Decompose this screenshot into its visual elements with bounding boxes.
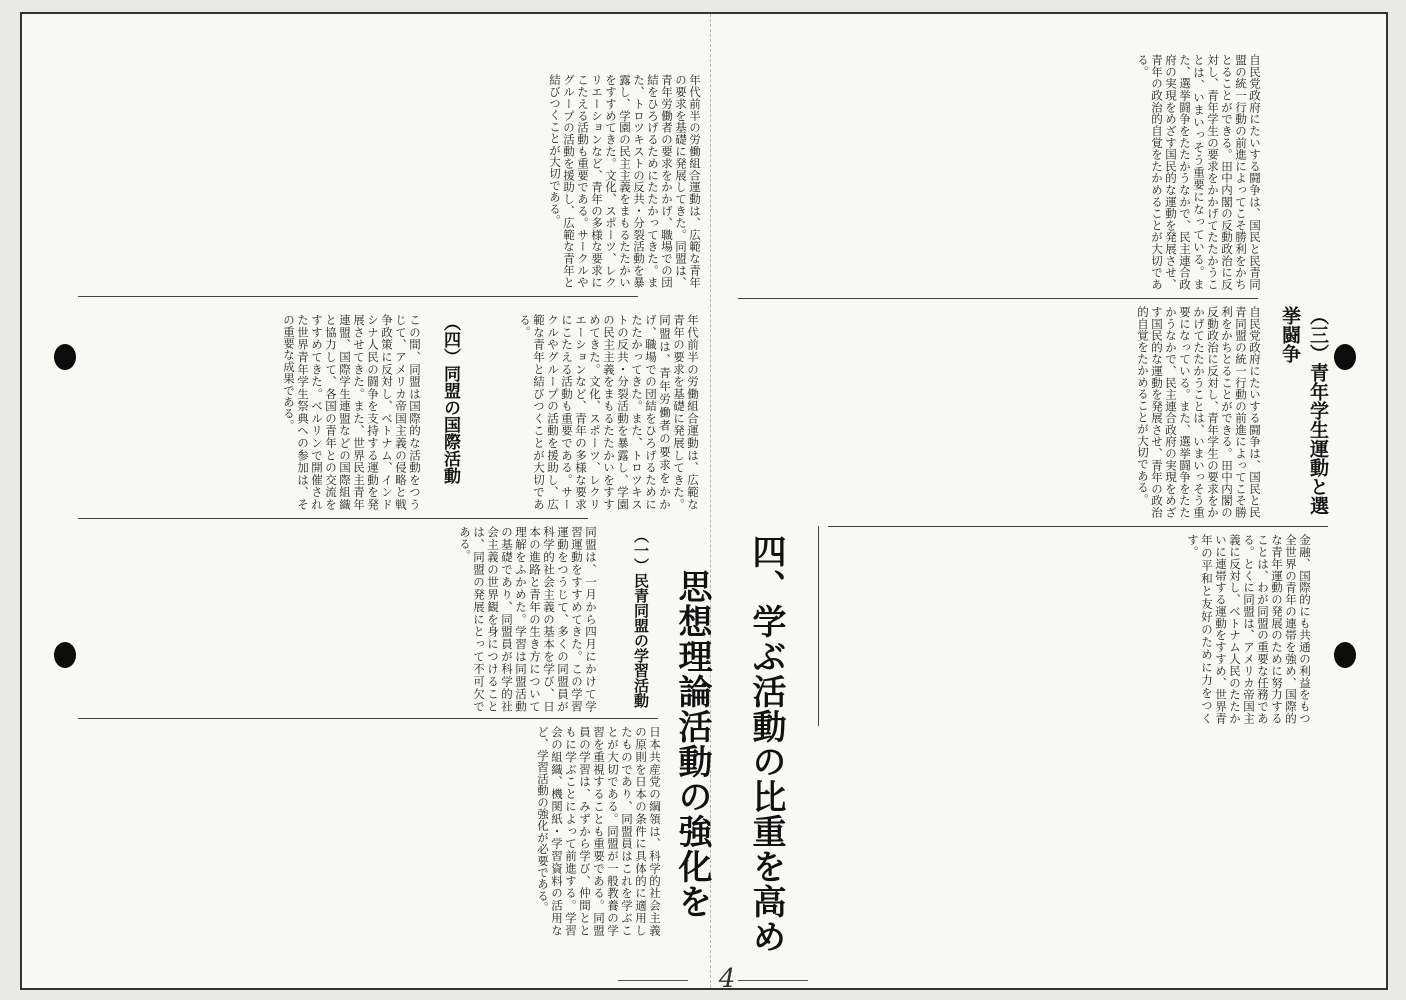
left-upper-text: 年代前半の労働組合運動は、広範な青年の要求を基礎に発展してきた。同盟は、青年労働者の要求をかかげ、職場での団結をひろげるためにたたかってきた。また、トロツキストの反共・分裂活動を暴露し、学園の民主主義をまもるたたかいをすすめてきた。文化、スポーツ、レクリエーションなど、青年の多様な要求にこたえる活動も重要である。サークルやグループの活動を援助し、広範な青年と結びつくことが大切である。	[548, 74, 702, 288]
document-sheet	[20, 12, 1388, 990]
section3-text: 自民党政府にたいする闘争は、国民と民青同盟の統一行動の前進によってこそ勝利をかちとることができる。田中内閣の反動政治に反対し、青年学生の要求をかかげてたたかうことは、いまいっそう重要になっている。また、選挙闘争をたたかうなかで、民主連合政府の実現をめざす国民的な運動を発展させ、青年の政治的自覚をたかめることが大切である。	[1136, 306, 1262, 518]
title-right-rule	[818, 526, 819, 726]
sub1-text: 同盟は、一月から四月にかけて学習運動をすすめてきた。この学習運動をつうじて、多くの同盟員が科学的社会主義の基本を学び、日本の進路と青年の生き方について理解をふかめた。学習は同盟活動の基礎であり、同盟員が科学的社会主義の世界観を身につけることは、同盟の発展にとって不可欠である。	[458, 526, 598, 712]
main-title-line1: 四、学ぶ活動の比重を高め	[746, 534, 786, 954]
left-middle-text: 年代前半の労働組合運動は、広範な青年の要求を基礎に発展してきた。同盟は、青年労働者の要求をかかげ、職場での団結をひろげるためにたたかってきた。また、トロツキストの反共・分裂活動を暴露し、学園の民主主義をまもるたたかいをすすめてきた。文化、スポーツ、レクリエーションなど、青年の多様な要求にこたえる活動も重要である。サークルやグループの活動を援助し、広範な青年と結びつくことが大切である。	[518, 314, 700, 510]
section4-heading: （四）同盟の国際活動	[440, 314, 460, 484]
binder-hole-right-top	[1334, 344, 1356, 370]
binder-hole-left-bottom	[54, 642, 76, 668]
right-upper-divider	[738, 298, 1258, 299]
left-lower-text: 日本共産党の綱領は、科学的社会主義の原則を日本の条件に具体的に適用したものであり、同盟員はこれを学ぶことが大切である。同盟が一般教養の学習を重視することも重要である。同盟員の学習は、みずから学び、仲間とともに学ぶことによって前進する。学習会の組織、機関紙・学習資料の活用など、学習活動の強化が必要である。	[536, 726, 662, 936]
left-lower-divider	[78, 718, 658, 719]
left-middle-divider	[78, 518, 588, 519]
right-lower-text: 金融、国際的にも共通の利益をもつ全世界の青年の連帯を強め、国際的な青年運動の発展のために努力することは、わが同盟の重要な任務である。とくに同盟は、アメリカ帝国主義に反対し、ベトナム人民のたたかいに連帯する運動をすすめ、世界青年の平和と友好のために力をつくす。	[1186, 534, 1312, 724]
main-title-line2: 思想理論活動の強化を	[672, 569, 712, 919]
section4-text: この間、同盟は国際的な活動をつうじて、アメリカ帝国主義の侵略と戦争政策に反対し、ベトナム、インドシナ人民の闘争を支持する運動を発展させてきた。また、世界民主青年連盟、国際学生連盟などの国際組織と協力して、各国の青年との交流をすすめてきた。ベルリンで開催された世界青年学生祭典への参加は、その重要な成果である。	[282, 314, 422, 510]
right-middle-divider	[828, 526, 1328, 527]
page-number-line-right	[738, 980, 808, 981]
sub1-heading: （一）民青同盟の学習活動	[632, 528, 650, 708]
binder-hole-right-bottom	[1334, 642, 1356, 668]
right-upper-text: 自民党政府にたいする闘争は、国民と民青同盟の統一行動の前進によってこそ勝利をかちとることができる。田中内閣の反動政治に反対し、青年学生の要求をかかげてたたかうことは、いまいっそう重要になっている。また、選挙闘争をたたかうなかで、民主連合政府の実現をめざす国民的な運動を発展させ、青年の政治的自覚をたかめることが大切である。	[1136, 54, 1262, 290]
left-upper-divider	[78, 296, 638, 297]
section3-heading: （三）青年学生運動と選挙闘争	[1279, 306, 1329, 515]
binder-hole-left-top	[54, 344, 76, 370]
page-number-line-left	[618, 980, 688, 981]
page-number: 4	[718, 964, 736, 990]
